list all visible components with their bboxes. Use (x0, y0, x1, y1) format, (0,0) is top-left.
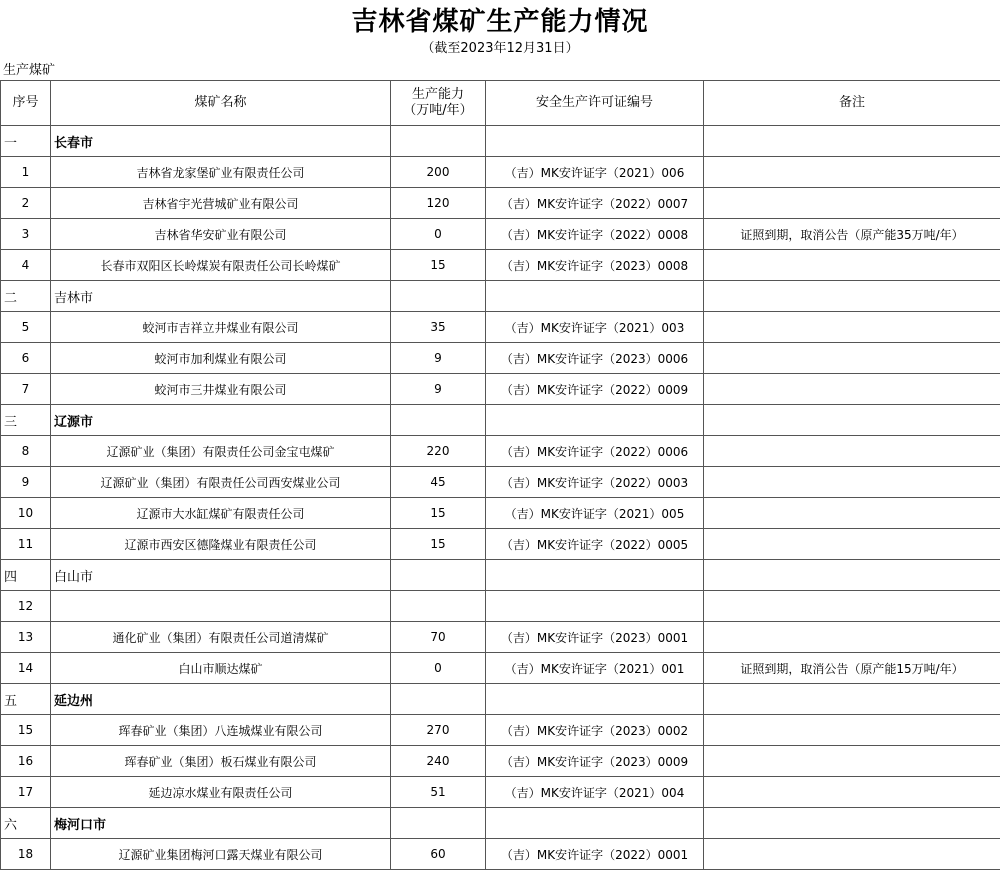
remark-text (704, 188, 1000, 219)
group-name: 梅河口市 (51, 808, 391, 839)
remark-text (704, 374, 1000, 405)
row-index: 2 (1, 188, 51, 219)
table-header-row (1, 81, 1000, 126)
table-row (1, 436, 1000, 467)
row-index: 3 (1, 219, 51, 250)
row-index: 17 (1, 777, 51, 808)
remark-text (704, 529, 1000, 560)
capacity-value: 15 (391, 529, 486, 560)
mine-name: 珲春矿业（集团）板石煤业有限公司 (51, 746, 391, 777)
row-index: 16 (1, 746, 51, 777)
page-title: 吉林省煤矿生产能力情况 (0, 4, 1000, 40)
group-name: 吉林市 (51, 281, 391, 312)
license-number: （吉）MK安许证字（2023）0001 (486, 622, 704, 653)
group-row (1, 808, 1000, 839)
row-index: 14 (1, 653, 51, 684)
group-row (1, 281, 1000, 312)
row-index: 13 (1, 622, 51, 653)
remark-text (704, 839, 1000, 870)
group-empty-remark (704, 405, 1000, 436)
license-number: （吉）MK安许证字（2022）0008 (486, 219, 704, 250)
row-index: 5 (1, 312, 51, 343)
mine-name: 辽源矿业（集团）有限责任公司金宝屯煤矿 (51, 436, 391, 467)
header-license: 安全生产许可证编号 (486, 81, 704, 126)
header-capacity (391, 81, 486, 126)
table-row (1, 622, 1000, 653)
mine-name: 辽源矿业集团梅河口露天煤业有限公司 (51, 839, 391, 870)
table-row (1, 312, 1000, 343)
table-row (1, 188, 1000, 219)
license-number (486, 591, 704, 622)
table-row (1, 374, 1000, 405)
license-number: （吉）MK安许证字（2023）0009 (486, 746, 704, 777)
license-number: （吉）MK安许证字（2021）005 (486, 498, 704, 529)
group-index: 四 (1, 560, 51, 591)
group-row (1, 126, 1000, 157)
mine-name: 蛟河市加利煤业有限公司 (51, 343, 391, 374)
capacity-value: 45 (391, 467, 486, 498)
group-empty-remark (704, 560, 1000, 591)
group-index: 六 (1, 808, 51, 839)
capacity-value: 51 (391, 777, 486, 808)
license-number: （吉）MK安许证字（2022）0005 (486, 529, 704, 560)
mine-name: 辽源市西安区德隆煤业有限责任公司 (51, 529, 391, 560)
page-subtitle: （截至2023年12月31日） (0, 40, 1000, 58)
remark-text (704, 467, 1000, 498)
group-name: 延边州 (51, 684, 391, 715)
license-number: （吉）MK安许证字（2022）0009 (486, 374, 704, 405)
group-empty-remark (704, 281, 1000, 312)
table-row (1, 653, 1000, 684)
mine-name: 辽源矿业（集团）有限责任公司西安煤业公司 (51, 467, 391, 498)
license-number: （吉）MK安许证字（2022）0007 (486, 188, 704, 219)
group-empty-license (486, 560, 704, 591)
mine-name: 吉林省龙家堡矿业有限责任公司 (51, 157, 391, 188)
capacity-value: 9 (391, 374, 486, 405)
license-number: （吉）MK安许证字（2022）0006 (486, 436, 704, 467)
remark-text: 证照到期，取消公告（原产能15万吨/年） (704, 653, 1000, 684)
row-index: 11 (1, 529, 51, 560)
group-index: 五 (1, 684, 51, 715)
capacity-value (391, 591, 486, 622)
group-empty-capacity (391, 808, 486, 839)
row-index: 12 (1, 591, 51, 622)
table-row (1, 529, 1000, 560)
group-name: 白山市 (51, 560, 391, 591)
capacity-value: 15 (391, 250, 486, 281)
license-number: （吉）MK安许证字（2022）0001 (486, 839, 704, 870)
license-number: （吉）MK安许证字（2021）003 (486, 312, 704, 343)
remark-text: 证照到期，取消公告（原产能35万吨/年） (704, 219, 1000, 250)
capacity-value: 0 (391, 653, 486, 684)
coal-mine-table (0, 80, 1000, 870)
row-index: 10 (1, 498, 51, 529)
remark-text (704, 312, 1000, 343)
group-empty-license (486, 684, 704, 715)
group-empty-capacity (391, 281, 486, 312)
mine-name: 通化矿业（集团）有限责任公司道清煤矿 (51, 622, 391, 653)
license-number: （吉）MK安许证字（2023）0008 (486, 250, 704, 281)
table-row (1, 498, 1000, 529)
group-row (1, 684, 1000, 715)
mine-name: 吉林省宇光营城矿业有限公司 (51, 188, 391, 219)
capacity-value: 200 (391, 157, 486, 188)
remark-text (704, 591, 1000, 622)
group-name: 辽源市 (51, 405, 391, 436)
row-index: 6 (1, 343, 51, 374)
remark-text (704, 715, 1000, 746)
remark-text (704, 343, 1000, 374)
row-index: 9 (1, 467, 51, 498)
remark-text (704, 622, 1000, 653)
table-row (1, 715, 1000, 746)
header-idx: 序号 (1, 81, 51, 126)
capacity-value: 240 (391, 746, 486, 777)
group-empty-capacity (391, 684, 486, 715)
group-empty-license (486, 405, 704, 436)
table-row (1, 219, 1000, 250)
group-index: 三 (1, 405, 51, 436)
group-empty-license (486, 126, 704, 157)
group-name: 长春市 (51, 126, 391, 157)
mine-name: 辽源市大水缸煤矿有限责任公司 (51, 498, 391, 529)
remark-text (704, 250, 1000, 281)
group-empty-capacity (391, 405, 486, 436)
row-index: 1 (1, 157, 51, 188)
header-capacity-line1: 生产能力 (391, 87, 485, 103)
license-number: （吉）MK安许证字（2023）0006 (486, 343, 704, 374)
mine-name: 延边凉水煤业有限责任公司 (51, 777, 391, 808)
capacity-value: 9 (391, 343, 486, 374)
table-row (1, 777, 1000, 808)
group-empty-license (486, 281, 704, 312)
row-index: 8 (1, 436, 51, 467)
table-row (1, 746, 1000, 777)
group-index: 一 (1, 126, 51, 157)
license-number: （吉）MK安许证字（2021）004 (486, 777, 704, 808)
row-index: 18 (1, 839, 51, 870)
group-empty-capacity (391, 560, 486, 591)
header-capacity-line2: （万吨/年） (391, 103, 485, 119)
table-row (1, 467, 1000, 498)
remark-text (704, 436, 1000, 467)
header-remark: 备注 (704, 81, 1000, 126)
table-body (1, 126, 1000, 870)
remark-text (704, 746, 1000, 777)
mine-name: 蛟河市吉祥立井煤业有限公司 (51, 312, 391, 343)
mine-name: 长春市双阳区长岭煤炭有限责任公司长岭煤矿 (51, 250, 391, 281)
mine-name: 吉林省华安矿业有限公司 (51, 219, 391, 250)
group-empty-remark (704, 808, 1000, 839)
capacity-value: 70 (391, 622, 486, 653)
group-row (1, 560, 1000, 591)
mine-name: 白山市顺达煤矿 (51, 653, 391, 684)
license-number: （吉）MK安许证字（2021）001 (486, 653, 704, 684)
row-index: 7 (1, 374, 51, 405)
table-row (1, 343, 1000, 374)
remark-text (704, 157, 1000, 188)
group-empty-license (486, 808, 704, 839)
capacity-value: 270 (391, 715, 486, 746)
mine-name (51, 591, 391, 622)
capacity-value: 15 (391, 498, 486, 529)
header-name: 煤矿名称 (51, 81, 391, 126)
capacity-value: 220 (391, 436, 486, 467)
row-index: 15 (1, 715, 51, 746)
group-empty-remark (704, 684, 1000, 715)
table-row (1, 839, 1000, 870)
license-number: （吉）MK安许证字（2022）0003 (486, 467, 704, 498)
license-number: （吉）MK安许证字（2023）0002 (486, 715, 704, 746)
group-row (1, 405, 1000, 436)
capacity-value: 60 (391, 839, 486, 870)
remark-text (704, 777, 1000, 808)
capacity-value: 0 (391, 219, 486, 250)
group-empty-capacity (391, 126, 486, 157)
license-number: （吉）MK安许证字（2021）006 (486, 157, 704, 188)
group-index: 二 (1, 281, 51, 312)
mine-name: 珲春矿业（集团）八连城煤业有限公司 (51, 715, 391, 746)
mine-name: 蛟河市三井煤业有限公司 (51, 374, 391, 405)
section-label: 生产煤矿 (3, 62, 55, 80)
table-row (1, 591, 1000, 622)
row-index: 4 (1, 250, 51, 281)
remark-text (704, 498, 1000, 529)
table-row (1, 250, 1000, 281)
table-row (1, 157, 1000, 188)
capacity-value: 35 (391, 312, 486, 343)
capacity-value: 120 (391, 188, 486, 219)
group-empty-remark (704, 126, 1000, 157)
